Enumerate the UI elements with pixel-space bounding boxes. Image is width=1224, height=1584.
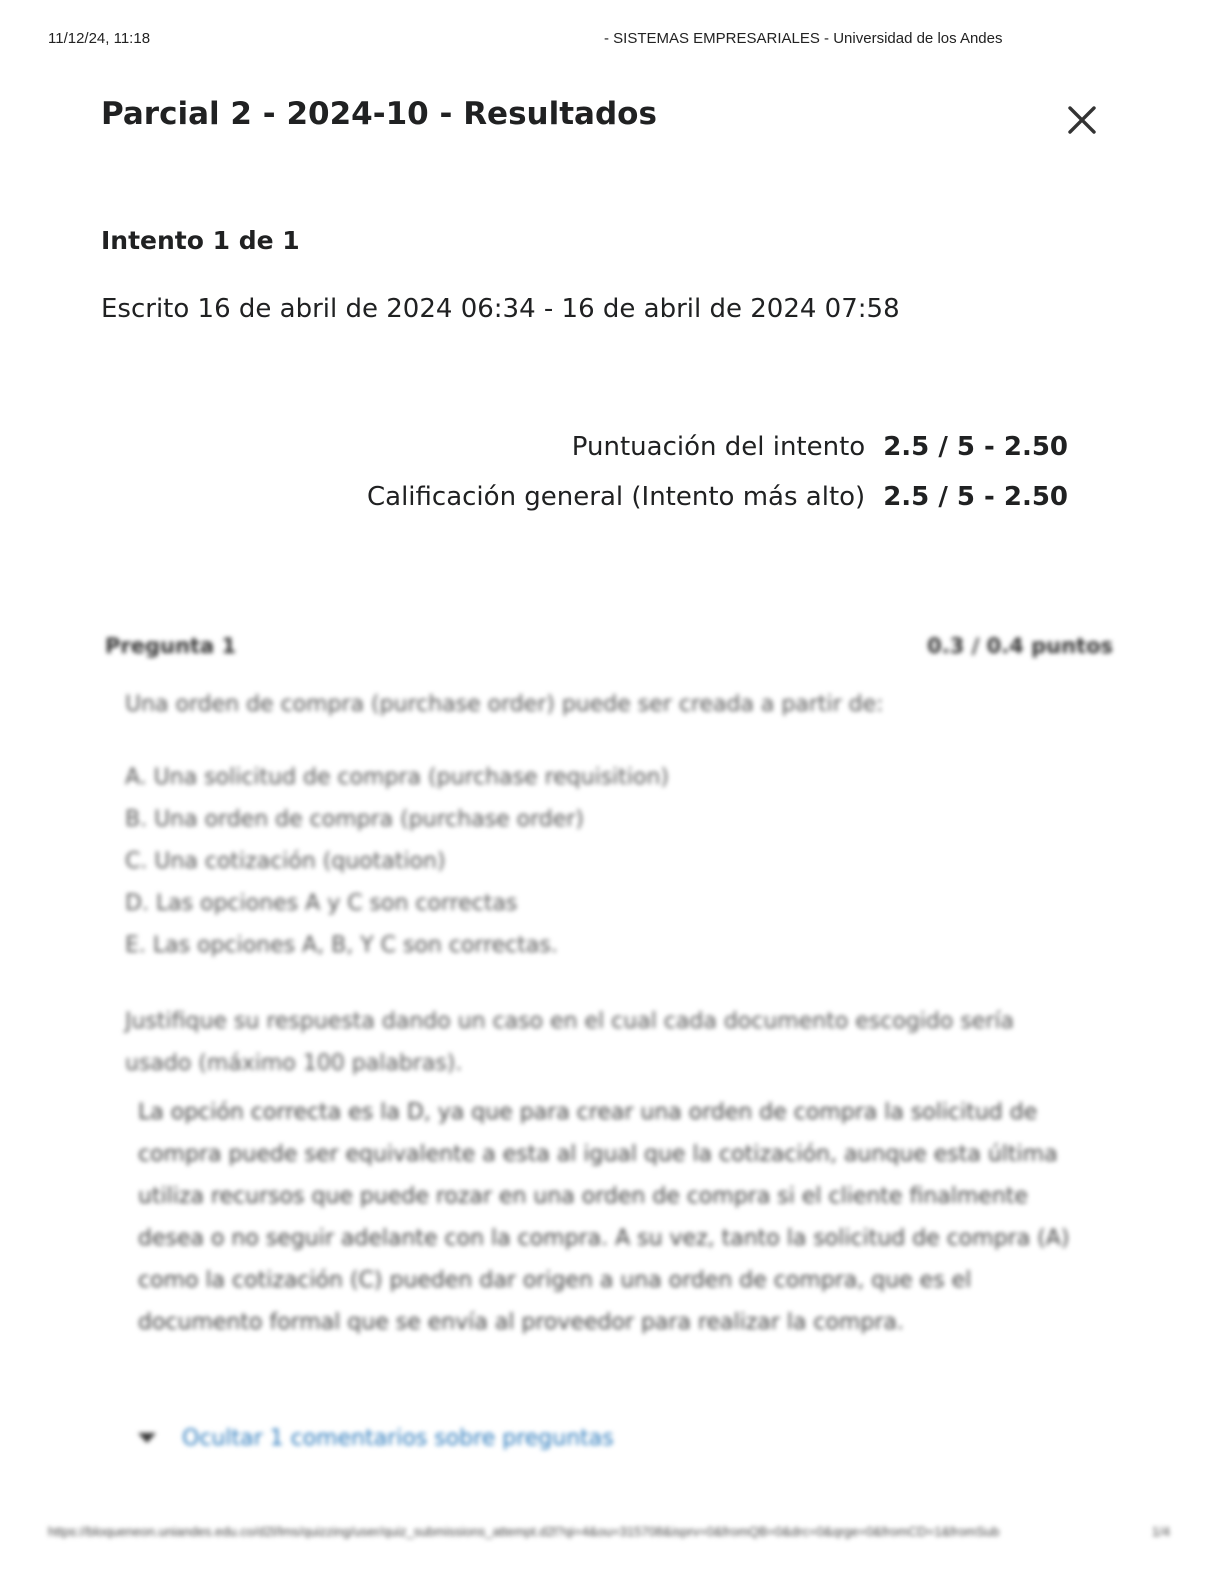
question-text: Una orden de compra (purchase order) puede ser creada a partir de: <box>125 692 884 717</box>
page-url: https://bloqueneon.uniandes.edu.co/d2l/lms/quizzing/user/quiz_submissions_attempt.d2l?qi=4&ou=315708&isprv=0&fromQB=0&drc=0&qrge=0&fromCD=1&fromSub <box>48 1524 1000 1539</box>
attempt-score-value: 2.5 / 5 - 2.50 <box>883 432 1068 462</box>
close-icon <box>1067 105 1097 135</box>
close-button[interactable] <box>1062 100 1102 140</box>
option-b: B. Una orden de compra (purchase order) <box>125 807 584 832</box>
option-e: E. Las opciones A, B, Y C son correctas. <box>125 933 558 958</box>
overall-grade-value: 2.5 / 5 - 2.50 <box>883 482 1068 512</box>
print-site-title: - SISTEMAS EMPRESARIALES - Universidad de los Andes <box>604 30 1003 47</box>
answer-options <box>125 757 1095 967</box>
hide-comments-toggle[interactable] <box>138 1420 614 1456</box>
attempt-score-label: Puntuación del intento <box>571 432 866 462</box>
student-answer: La opción correcta es la D, ya que para crear una orden de compra la solicitud de compra puede ser equivalente a esta al igual que la cotización, aunque esta última utiliza recursos que puede rozar en una orden de compra si el cliente finalmente desea o no seguir adelante con la compra. A su vez, tanto la solicitud de compra (A) como la cotización (C) pueden dar origen a una orden de compra, que es el documento formal que se envía al proveedor para realizar la compra. <box>138 1100 1070 1335</box>
attempt-heading: Intento 1 de 1 <box>101 226 300 255</box>
triangle-down-icon <box>138 1433 156 1443</box>
question-title: Pregunta 1 <box>105 634 237 658</box>
page-number: 1/4 <box>1151 1524 1170 1539</box>
question-points: 0.3 / 0.4 puntos <box>927 634 1113 658</box>
print-datetime: 11/12/24, 11:18 <box>48 30 151 47</box>
question-header <box>105 634 1113 664</box>
overall-grade-label: Calificación general (Intento más alto) <box>367 482 866 512</box>
print-footer <box>48 1524 1176 1540</box>
attempt-written-dates: Escrito 16 de abril de 2024 06:34 - 16 de abril de 2024 07:58 <box>101 294 900 324</box>
print-header <box>48 30 1176 50</box>
overall-grade-row <box>367 482 1068 532</box>
attempt-score-row <box>367 432 1068 482</box>
hide-comments-link[interactable]: Ocultar 1 comentarios sobre preguntas <box>182 1425 614 1451</box>
option-d: D. Las opciones A y C son correctas <box>125 891 518 916</box>
option-a: A. Una solicitud de compra (purchase requisition) <box>125 765 669 790</box>
question-body <box>125 692 1095 1085</box>
page-title: Parcial 2 - 2024-10 - Resultados <box>101 96 657 132</box>
justify-prompt: Justifique su respuesta dando un caso en el cual cada documento escogido sería usado (máximo 100 palabras). <box>125 1009 1014 1076</box>
score-summary <box>367 432 1068 532</box>
option-c: C. Una cotización (quotation) <box>125 849 446 874</box>
